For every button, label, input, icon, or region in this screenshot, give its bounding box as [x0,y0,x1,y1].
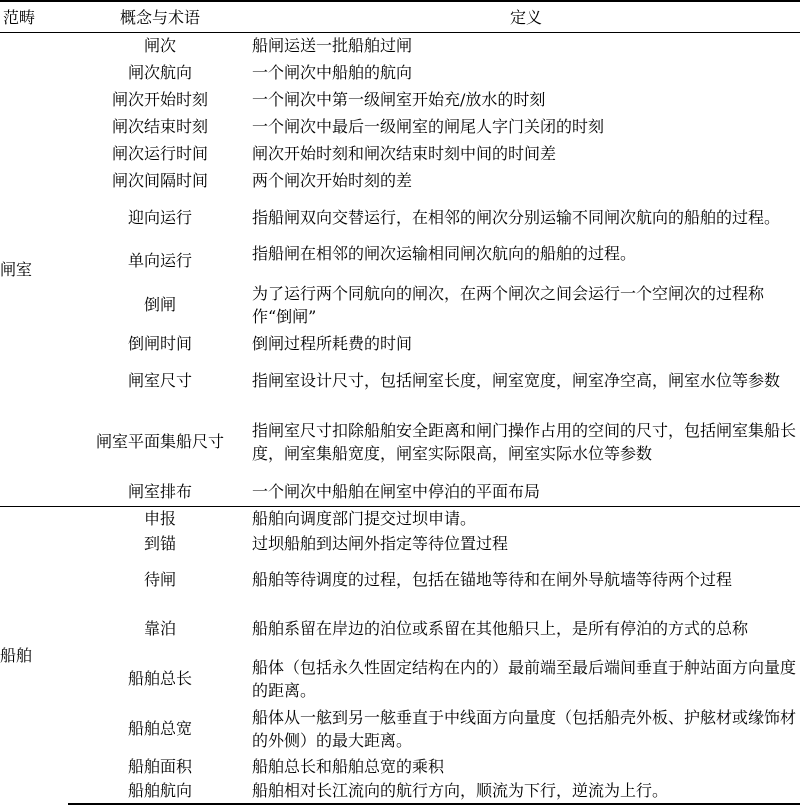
table-row [0,556,800,604]
term-cell: 船舶面积 [127,756,192,776]
definition-cell: 船舶总长和船舶总宽的乘积 [252,756,445,776]
table-row [0,406,800,478]
term-cell: 迎向运行 [127,208,192,227]
term-cell: 申报 [68,507,252,531]
category-cell: 船舶 [0,507,68,804]
table-row [0,331,800,356]
table-row [0,507,800,531]
definition-cell: 船舶相对长江流向的航行方向，顺流为下行，逆流为上行。 [252,779,800,804]
definition-cell: 两个闸次开始时刻的差 [252,170,413,190]
term-cell: 闸次结束时刻 [111,116,208,136]
table-row [0,33,800,59]
definition-cell: 船体（包括永久性固定结构在内的）最前端至最后端间垂直于舯站面方向量度的距离。 [252,657,797,700]
term-cell: 闸次间隔时间 [111,170,208,190]
definition-cell: 指闸室设计尺寸，包括闸室长度，闸室宽度，闸室净空高，闸室水位等参数 [252,371,781,390]
table-row [0,704,800,754]
table-row [0,478,800,507]
definition-cell: 一个闸次中船舶的航向 [252,62,413,82]
term-cell: 闸次运行时间 [111,143,208,163]
term-cell: 倒闸 [143,295,176,314]
definition-cell: 一个闸次中船舶在闸室中停泊的平面布局 [252,482,541,502]
definition-cell: 倒闸过程所耗费的时间 [252,333,413,353]
term-cell: 闸室排布 [127,482,192,502]
table-row [0,356,800,406]
term-cell: 待闸 [143,570,176,589]
definition-cell: 船舶等待调度的过程，包括在锚地等待和在闸外导航墙等待两个过程 [252,570,733,589]
definition-cell: 船舶向调度部门提交过坝申请。 [252,507,800,531]
definition-cell: 一个闸次中第一级闸室开始充/放水的时刻 [252,89,546,109]
definition-cell: 指船闸在相邻的闸次运输相同闸次航向的船舶的过程。 [252,243,637,263]
table-row [0,242,800,279]
definition-cell: 闸次开始时刻和闸次结束时刻中间的时间差 [252,143,557,163]
table-row [0,59,800,86]
table-row [0,167,800,194]
table-row [0,279,800,331]
definition-cell: 为了运行两个同航向的闸次，在两个闸次之间会运行一个空闸次的过程称作“倒闸” [252,283,765,326]
header-row [0,1,800,33]
table-row [0,754,800,779]
category-cell: 闸室 [0,260,33,279]
table-row [0,531,800,556]
definition-cell: 指船闸双向交替运行，在相邻的闸次分别运输不同闸次航向的船舶的过程。 [252,208,781,227]
term-cell: 船舶总长 [127,669,192,688]
definition-cell: 一个闸次中最后一级闸室的闸尾人字门关闭的时刻 [252,116,605,136]
table-row [0,113,800,140]
term-cell: 靠泊 [143,619,176,638]
table-row [0,86,800,113]
table-row [0,654,800,704]
term-cell: 船舶航向 [68,779,252,804]
term-cell: 闸次航向 [127,62,192,82]
definition-cell: 船舶系留在岸边的泊位或系留在其他船只上，是所有停泊的方式的总称 [252,619,749,638]
term-cell: 船舶总宽 [127,719,192,738]
header-category: 范畴 [0,1,68,33]
definition-cell: 指闸室尺寸扣除船舶安全距离和闸门操作占用的空间的尺寸，包括闸室集船长度，闸室集船宽度，闸室实际限高，闸室实际水位等参数 [252,420,797,463]
header-term: 概念与术语 [68,1,252,33]
term-cell: 闸室尺寸 [127,371,192,390]
header-definition: 定义 [252,1,800,33]
table-row [0,604,800,654]
table-row [0,194,800,242]
term-cell: 单向运行 [127,250,192,270]
table-row [0,140,800,167]
definition-cell: 过坝船舶到达闸外指定等待位置过程 [252,533,509,553]
term-cell: 闸次 [143,36,176,56]
group-ship [0,507,800,804]
table-row [0,779,800,804]
table-header [0,1,800,33]
definition-cell: 船体从一舷到另一舷垂直于中线面方向量度（包括船壳外板、护舷材或缘饰材的外侧）的最大距离。 [252,707,797,750]
term-cell: 到锚 [143,533,176,553]
term-cell: 闸室平面集船尺寸 [95,432,224,451]
term-cell: 倒闸时间 [127,333,192,353]
term-cell: 闸次开始时刻 [111,89,208,109]
group-lock-chamber [0,33,800,507]
definition-cell: 船闸运送一批船舶过闸 [252,36,413,56]
